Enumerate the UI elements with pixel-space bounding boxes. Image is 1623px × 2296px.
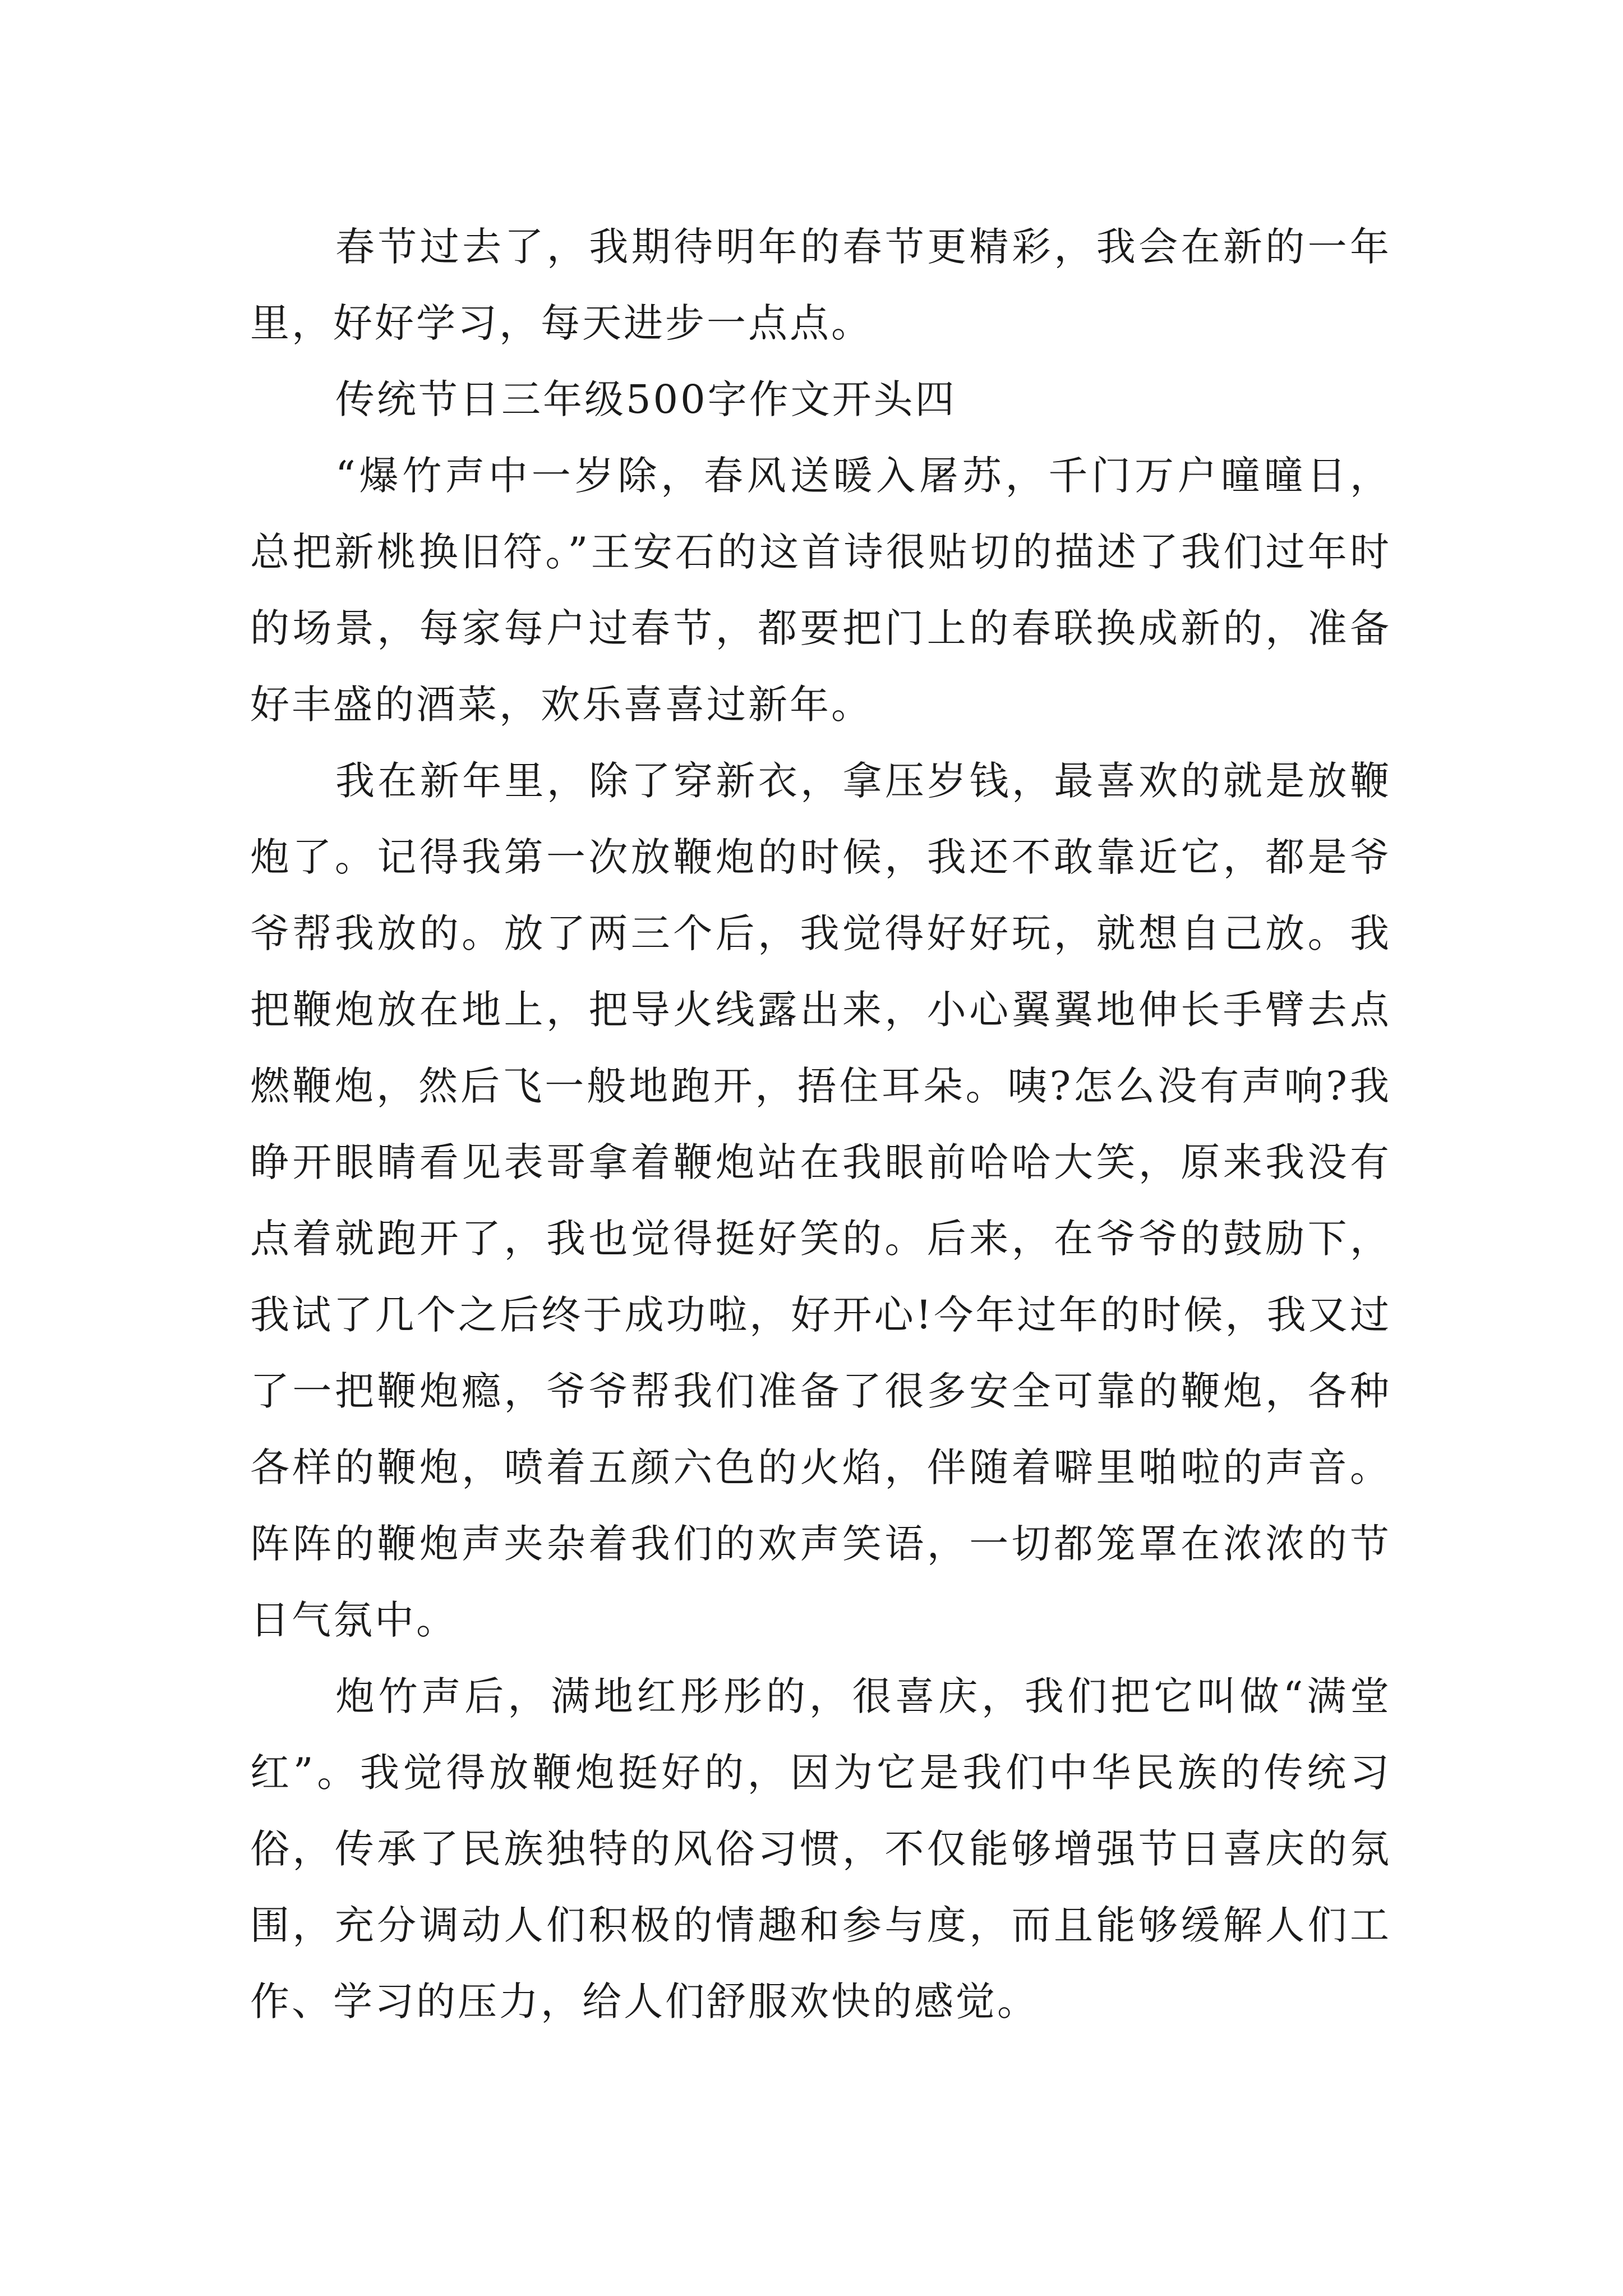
document-body — [250, 209, 1391, 2040]
paragraph-1: 春节过去了，我期待明年的春节更精彩，我会在新的一年里，好好学习，每天进步一点点。 — [250, 224, 1391, 346]
paragraph-3: 我在新年里，除了穿新衣，拿压岁钱，最喜欢的就是放鞭炮了。记得我第一次放鞭炮的时候，我还不敢靠近它，都是爷爷帮我放的。放了两三个后，我觉得好好玩，就想自己放。我把鞭炮放在地上，把导火线露出来，小心翼翼地伸长手臂去点燃鞭炮，然后飞一般地跑开，捂住耳朵。咦?怎么没有声响?我睁开眼睛看见表哥拿着鞭炮站在我眼前哈哈大笑，原来我没有点着就跑开了，我也觉得挺好笑的。后来，在爷爷的鼓励下，我试了几个之后终于成功啦，好开心!今年过年的时候，我又过了一把鞭炮瘾，爷爷帮我们准备了很多安全可靠的鞭炮，各种各样的鞭炮，喷着五颜六色的火焰，伴随着噼里啪啦的声音。阵阵的鞭炮声夹杂着我们的欢声笑语，一切都笼罩在浓浓的节日气氛中。 — [250, 758, 1391, 1643]
section-heading: 传统节日三年级500字作文开头四 — [335, 376, 957, 422]
paragraph-2: “爆竹声中一岁除，春风送暖入屠苏，千门万户曈曈日，总把新桃换旧符。”王安石的这首诗很贴切的描述了我们过年时的场景，每家每户过春节，都要把门上的春联换成新的，准备好丰盛的酒菜，欢乐喜喜过新年。 — [250, 453, 1391, 728]
paragraph-4: 炮竹声后，满地红彤彤的，很喜庆，我们把它叫做“满堂红”。我觉得放鞭炮挺好的，因为它是我们中华民族的传统习俗，传承了民族独特的风俗习惯，不仅能够增强节日喜庆的氛围，充分调动人们积极的情趣和参与度，而且能够缓解人们工作、学习的压力，给人们舒服欢快的感觉。 — [250, 1673, 1391, 2024]
